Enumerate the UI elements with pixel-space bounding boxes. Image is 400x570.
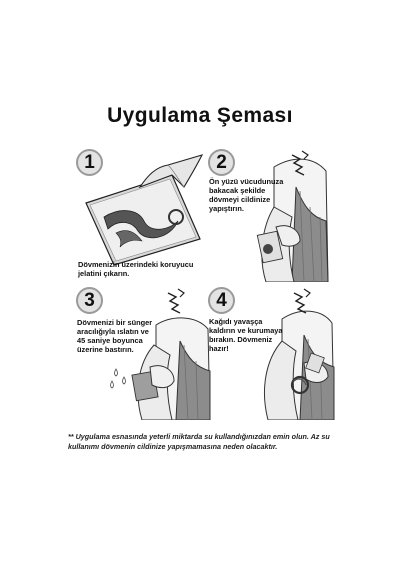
step-caption: Dövmenizi bir sünger aracılığıyla ıslatın ve 45 saniye boyunca üzerine bastırın.: [77, 318, 153, 354]
step-4-panel: [204, 285, 369, 420]
step-number-badge: 4: [208, 287, 235, 314]
step-number-badge: 2: [208, 149, 235, 176]
step-caption: Ön yüzü vücudunuza bakacak şekilde dövmeyi cildinize yapıştırın.: [209, 177, 284, 213]
step-number-badge: 1: [76, 149, 103, 176]
step-caption: Kağıdı yavaşça kaldırın ve kurumaya bırakın. Dövmeniz hazır!: [209, 317, 283, 353]
step-2-panel: [204, 147, 369, 282]
step-caption: Dövmenizin üzerindeki koruyucu jelatini çıkarın.: [78, 260, 194, 278]
page-title: Uygulama Şeması: [107, 104, 293, 127]
step-number-badge: 3: [76, 287, 103, 314]
footnote: ** Uygulama esnasında yeterli miktarda su kullandığınızdan emin olun. Az su kullanımı dövmenin cildinize yapışmamasına neden olacaktır.: [68, 432, 330, 451]
